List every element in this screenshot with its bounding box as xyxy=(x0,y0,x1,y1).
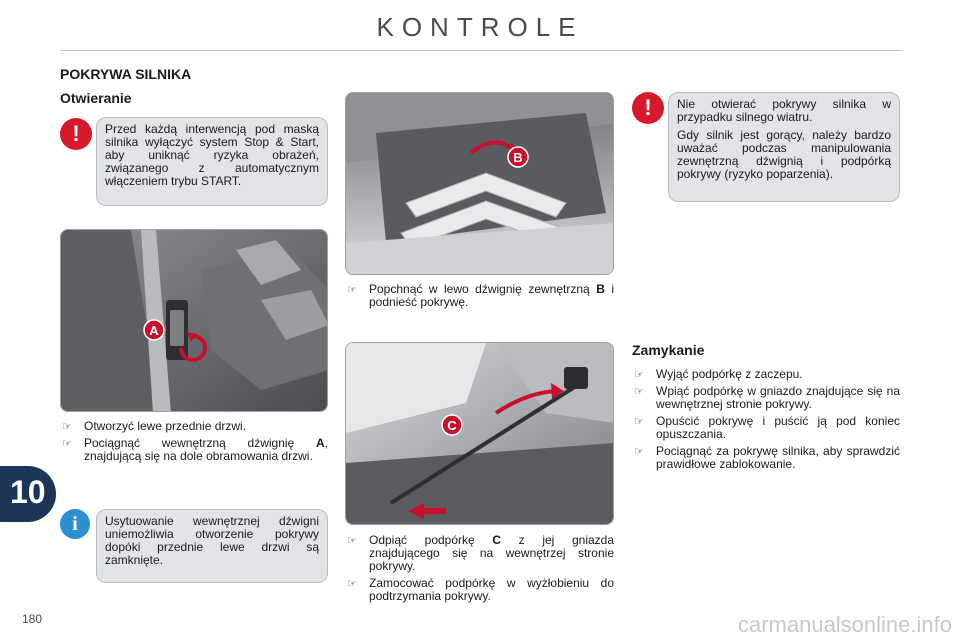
label-a-text: A xyxy=(149,323,159,338)
closing-step: ☞ Wpiąć podpórkę w gniazdo znajdujące się na wewnętrznej stronie pokrywy. xyxy=(632,385,900,411)
label-c-text: C xyxy=(447,418,457,433)
step-pull-lever-a-label: A xyxy=(315,436,325,450)
info-note-lever-position xyxy=(96,509,328,583)
prop-rod-illustration xyxy=(346,343,614,525)
exterior-lever-illustration xyxy=(346,93,614,275)
opening-title: Otwieranie xyxy=(60,90,132,106)
step-open-door-text: Otworzyć lewe przednie drzwi. xyxy=(84,419,247,433)
step-push-lever-b-label: B xyxy=(596,282,605,296)
steps-middle-top-list xyxy=(345,283,614,313)
step-open-door xyxy=(60,420,328,433)
photo-prop-rod xyxy=(345,342,614,525)
step-pull-lever-a-text: Pociągnąć wewnętrzną dźwignię xyxy=(84,436,316,450)
step-push-lever-b xyxy=(345,283,614,309)
closing-step: ☞ Opuścić pokrywę i puścić ją pod koniec opuszczania. xyxy=(632,415,900,441)
closing-step: ☞ Pociągnąć za pokrywę silnika, aby sprawdzić prawidłowe zablokowanie. xyxy=(632,445,900,471)
warning-note-heat-text: Gdy silnik jest gorący, należy bardzo uważać podczas manipulowania zewnętrzną dźwignią i podpórką pokrywy (ryzyko poparzenia). xyxy=(677,128,891,181)
step-fix-rod-text: Zamocować podpórkę w wyżłobieniu do podtrzymania pokrywy. xyxy=(369,576,614,603)
chapter-number: 10 xyxy=(10,474,46,510)
step-push-lever-b-text: Popchnąć w lewo dźwignię zewnętrzną xyxy=(369,282,597,296)
watermark: carmanualsonline.info xyxy=(737,612,952,637)
section-title: POKRYWA SILNIKA xyxy=(60,66,192,82)
photo-exterior-lever xyxy=(345,92,614,275)
warning-icon-right: ! xyxy=(632,92,664,124)
step-pull-lever-a-text-end: , znajdującą się na dole obramowania drzwi. xyxy=(84,436,328,463)
interior-lever-illustration xyxy=(61,230,328,412)
info-note-text: Usytuowanie wewnętrznej dźwigni uniemożliwia otworzenie pokrywy dopóki przednie lewe drzwi są zamknięte. xyxy=(105,514,319,567)
info-icon: i xyxy=(60,509,90,539)
step-release-rod-c-label: C xyxy=(492,533,502,547)
closing-step: ☞ Wyjąć podpórkę z zaczepu. xyxy=(632,368,900,381)
label-b-text: B xyxy=(513,150,523,165)
warning-note-wind-heat xyxy=(668,92,900,202)
step-release-rod-c-text: Odpiąć podpórkę xyxy=(369,533,493,547)
step-pull-lever-a xyxy=(60,437,328,463)
warning-icon: ! xyxy=(60,118,92,150)
page-header-title: KONTROLE xyxy=(376,12,584,42)
step-fix-rod xyxy=(345,577,614,603)
warning-note-text: Przed każdą interwencją pod maską silnika wyłączyć system Stop & Start, aby uniknąć ryzyka obrażeń, związanego z automatycznym włączeniem trybu START. xyxy=(105,122,319,188)
header-divider xyxy=(60,50,902,51)
steps-middle-bottom-list xyxy=(345,534,614,607)
step-push-lever-b-text-end: i podnieść pokrywę. xyxy=(369,282,615,309)
closing-title: Zamykanie xyxy=(632,342,705,358)
step-release-rod-c-text-end: z jej gniazda znajdującego się na wewnętrzej stronie pokrywy. xyxy=(369,533,615,573)
photo-interior-lever xyxy=(60,229,328,412)
closing-steps-list xyxy=(632,368,900,475)
page-number: 180 xyxy=(22,612,43,626)
warning-note-stop-start xyxy=(96,117,328,206)
step-release-rod-c xyxy=(345,534,614,573)
steps-left-list xyxy=(60,420,328,467)
warning-note-wind-text: Nie otwierać pokrywy silnika w przypadku silnego wiatru. xyxy=(677,97,891,124)
